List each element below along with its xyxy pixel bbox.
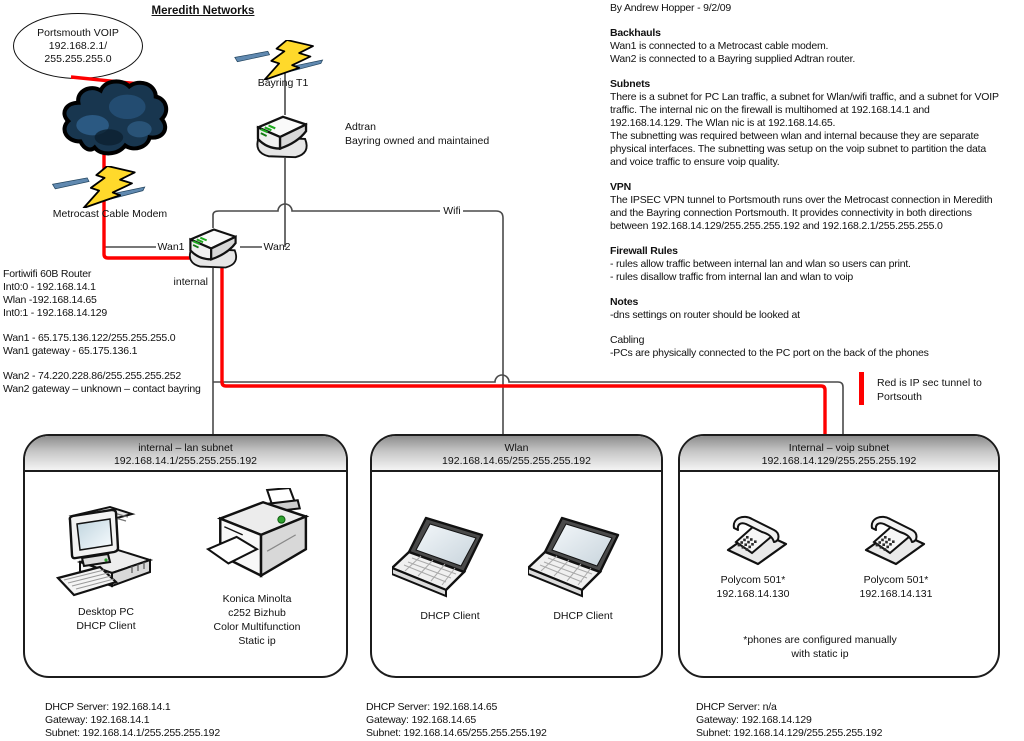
- laptop-icon: [528, 516, 632, 610]
- portsmouth-voip-line: 192.168.2.1/: [48, 40, 108, 52]
- fortiwifi-detail-line: Wan2 - 74.220.228.86/255.255.255.252: [3, 370, 182, 382]
- fortiwifi-detail-line: Wlan -192.168.14.65: [3, 294, 97, 306]
- wan2-label: Wan2: [263, 241, 291, 253]
- notes-line: and the Bayring connection Portsmouth. It provides connectivity in both directions: [610, 207, 972, 219]
- portsmouth-voip-line: 255.255.255.0: [44, 53, 112, 65]
- metrocast-lightning-icon: [48, 166, 152, 208]
- legend-red-bar: [859, 372, 864, 405]
- notes-line: traffic. The internal nic on the firewall is multihomed at 192.168.14.1 and: [610, 104, 930, 116]
- notes-line: Notes: [610, 296, 639, 308]
- voip-dhcp-info: DHCP Server: n/a Gateway: 192.168.14.129 Subnet: 192.168.14.129/255.255.255.192: [696, 701, 883, 739]
- notes-line: and voice traffic to ensure voip quality.: [610, 156, 780, 168]
- voip-phone-icon: [860, 510, 930, 568]
- notes-column: [610, 2, 1024, 360]
- fortiwifi-detail-line: Int0:1 - 192.168.14.129: [3, 307, 107, 319]
- notes-line: Firewall Rules: [610, 245, 678, 257]
- wifi-label: Wifi: [443, 205, 461, 217]
- metrocast-label: Metrocast Cable Modem: [52, 208, 168, 220]
- notes-line: VPN: [610, 181, 631, 193]
- notes-line: Cabling: [610, 334, 645, 346]
- notes-line: The subnetting was required between wlan and internal because they are separate: [610, 130, 979, 142]
- phone2-label: Polycom 501* 192.168.14.131: [859, 574, 933, 600]
- internal-label: internal: [173, 276, 208, 288]
- desktop-pc-label: Desktop PC DHCP Client: [76, 606, 136, 632]
- voip-subnet-header: Internal – voip subnet 192.168.14.129/255.255.255.192: [680, 436, 998, 472]
- notes-line: Wan2 is connected to a Bayring supplied Adtran router.: [610, 53, 856, 65]
- page-title: Meredith Networks: [151, 5, 255, 17]
- lan-dhcp-info: DHCP Server: 192.168.14.1 Gateway: 192.168.14.1 Subnet: 192.168.14.1/255.255.255.192: [45, 701, 220, 739]
- fortiwifi-detail-line: Wan1 - 65.175.136.122/255.255.255.0: [3, 332, 176, 344]
- printer-label: Konica Minolta c252 Bizhub Color Multifunction Static ip: [213, 593, 301, 647]
- fortiwifi-detail-line: Wan1 gateway - 65.175.136.1: [3, 345, 138, 357]
- notes-line: physical interfaces. The subnetting was setup on the voip subnet to partition the data: [610, 143, 987, 155]
- byline: By Andrew Hopper - 9/2/09: [610, 2, 732, 14]
- notes-line: -PCs are physically connected to the PC port on the back of the phones: [610, 347, 929, 359]
- voip-phone-icon: [722, 510, 792, 568]
- printer-icon: [206, 488, 312, 594]
- wlan-dhcp-info: DHCP Server: 192.168.14.65 Gateway: 192.168.14.65 Subnet: 192.168.14.65/255.255.255.192: [366, 701, 547, 739]
- notes-line: between 192.168.14.129/255.255.255.192 and 192.168.2.1/255.255.255.0: [610, 220, 943, 232]
- adtran-router-icon: [251, 112, 313, 162]
- fortiwifi-details: [3, 268, 201, 396]
- laptop2-label: DHCP Client: [553, 610, 613, 622]
- notes-line: - rules disallow traffic from internal lan and wlan to voip: [610, 271, 854, 283]
- notes-line: - rules allow traffic between internal lan and wlan so users can print.: [610, 258, 911, 270]
- internet-cloud-icon: [58, 76, 170, 158]
- adtran-label: Adtran Bayring owned and maintained: [345, 121, 490, 147]
- wan1-label: Wan1: [157, 241, 185, 253]
- phones-footnote: *phones are configured manually with static ip: [743, 634, 897, 660]
- legend-text: Red is IP sec tunnel to Portsouth: [877, 377, 982, 403]
- fortiwifi-detail-line: Fortiwifi 60B Router: [3, 268, 92, 280]
- phone1-label: Polycom 501* 192.168.14.130: [716, 574, 790, 600]
- portsmouth-voip-line: Portsmouth VOIP: [37, 27, 119, 39]
- fortiwifi-router-icon: [184, 225, 242, 272]
- laptop1-label: DHCP Client: [420, 610, 480, 622]
- notes-line: 192.168.14.129. The Wlan nic is at 192.168.14.65.: [610, 117, 836, 129]
- laptop-icon: [392, 516, 496, 610]
- notes-line: Subnets: [610, 78, 651, 90]
- bayring-t1-label: Bayring T1: [257, 77, 309, 89]
- wlan-subnet-header: Wlan 192.168.14.65/255.255.255.192: [372, 436, 661, 472]
- desktop-pc-icon: [56, 502, 156, 602]
- notes-line: Wan1 is connected to a Metrocast cable modem.: [610, 40, 829, 52]
- notes-line: Backhauls: [610, 27, 661, 39]
- bayring-lightning-icon: [228, 40, 332, 80]
- fortiwifi-detail-line: Wan2 gateway – unknown – contact bayring: [3, 383, 201, 395]
- notes-line: There is a subnet for PC Lan traffic, a subnet for Wlan/wifi traffic, and a subnet for VOIP: [610, 91, 999, 103]
- notes-line: -dns settings on router should be looked at: [610, 309, 800, 321]
- notes-line: The IPSEC VPN tunnel to Portsmouth runs over the Metrocast connection in Meredith: [610, 194, 993, 206]
- fortiwifi-detail-line: Int0:0 - 192.168.14.1: [3, 281, 96, 293]
- lan-subnet-header: internal – lan subnet 192.168.14.1/255.255.255.192: [25, 436, 346, 472]
